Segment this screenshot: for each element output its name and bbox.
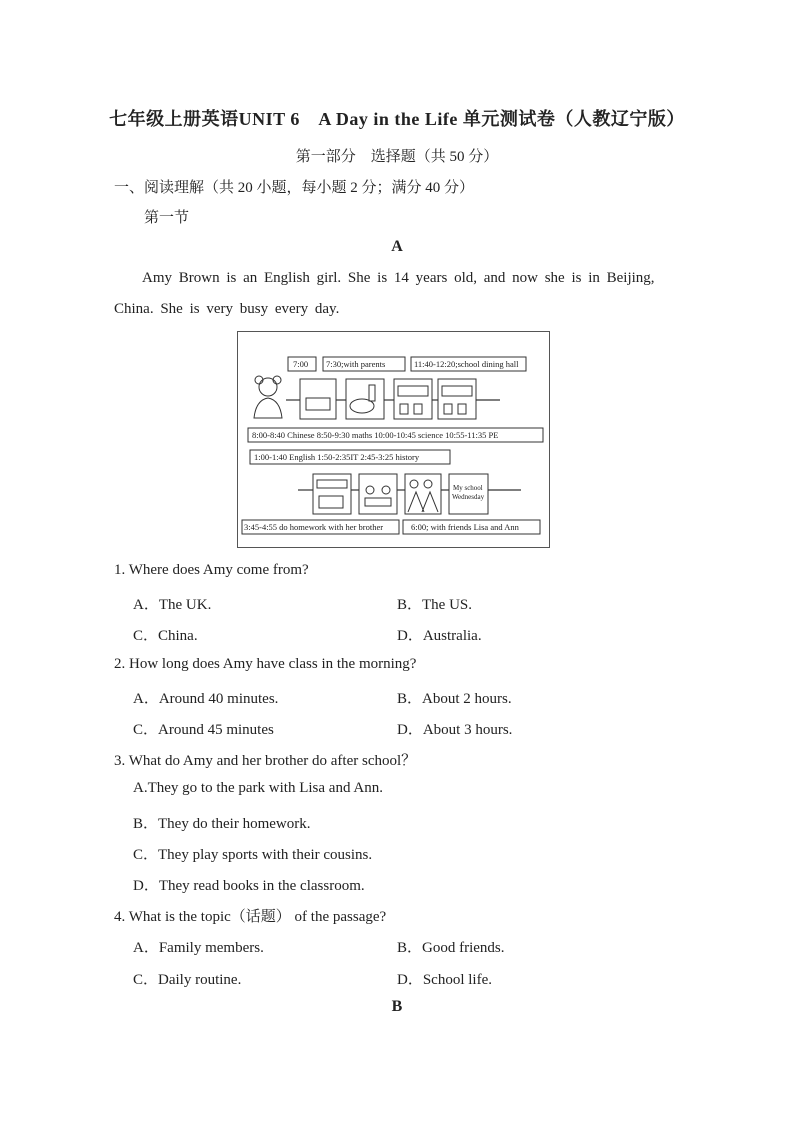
label-7-30: 7:30;with parents: [326, 359, 386, 369]
question-1-option-a: A．The UK.: [133, 597, 212, 613]
passage-b-letter: B: [391, 998, 403, 1015]
schedule-figure: [237, 331, 550, 548]
subsection-heading: 第一节: [144, 210, 190, 226]
girl-illustration-icon: [254, 376, 282, 418]
passage-a-line-2: China. She is very busy every day.: [114, 301, 340, 317]
question-3-option-b: B．They do their homework.: [133, 816, 311, 832]
question-1-option-d: D．Australia.: [397, 628, 482, 644]
question-4-stem: 4. What is the topic（话题） of the passage?: [114, 909, 387, 925]
question-4-option-c: C．Daily routine.: [133, 972, 242, 988]
question-4-option-a: A．Family members.: [133, 940, 264, 956]
section-heading: 一、阅读理解（共 20 小题，每小题 2 分；满分 40 分）: [114, 180, 475, 196]
passage-a-letter: A: [391, 238, 403, 255]
card-title: My school: [453, 484, 483, 492]
question-1-option-b: B．The US.: [397, 597, 473, 613]
label-afternoon-classes: 1:00-1:40 English 1:50-2:35IT 2:45-3:25 history: [254, 452, 420, 462]
question-2-stem: 2. How long does Amy have class in the morning?: [114, 656, 417, 672]
question-2-option-b: B．About 2 hours.: [397, 691, 512, 707]
passage-a-line-1: Amy Brown is an English girl. She is 14 years old, and now she is in Beijing,: [142, 270, 655, 286]
document-title: 七年级上册英语UNIT 6 A Day in the Life 单元测试卷（人教辽宁版）: [109, 109, 685, 129]
question-1-option-c: C．China.: [133, 628, 198, 644]
label-morning-classes: 8:00-8:40 Chinese 8:50-9:30 maths 10:00-10:45 science 10:55-11:35 PE: [252, 430, 499, 440]
label-7-00: 7:00: [293, 359, 309, 369]
question-2-option-a: A．Around 40 minutes.: [133, 691, 279, 707]
question-3-option-c: C．They play sports with their cousins.: [133, 847, 373, 863]
label-friends: 6:00; with friends Lisa and Ann: [411, 522, 519, 532]
question-3-option-d: D．They read books in the classroom.: [133, 878, 365, 894]
label-homework: 3:45-4:55 do homework with her brother: [244, 522, 384, 532]
question-3-option-a: A.They go to the park with Lisa and Ann.: [133, 780, 383, 796]
card-day: Wednesday: [452, 493, 485, 501]
question-1-stem: 1. Where does Amy come from?: [114, 562, 309, 578]
question-4-option-b: B．Good friends.: [397, 940, 505, 956]
label-lunch: 11:40-12:20;school dining hall: [414, 359, 519, 369]
question-4-option-d: D．School life.: [397, 972, 492, 988]
question-3-stem: 3. What do Amy and her brother do after school？: [114, 753, 417, 769]
question-2-option-c: C．Around 45 minutes: [133, 722, 274, 738]
part-heading: 第一部分 选择题（共 50 分）: [295, 149, 499, 165]
question-2-option-d: D．About 3 hours.: [397, 722, 513, 738]
